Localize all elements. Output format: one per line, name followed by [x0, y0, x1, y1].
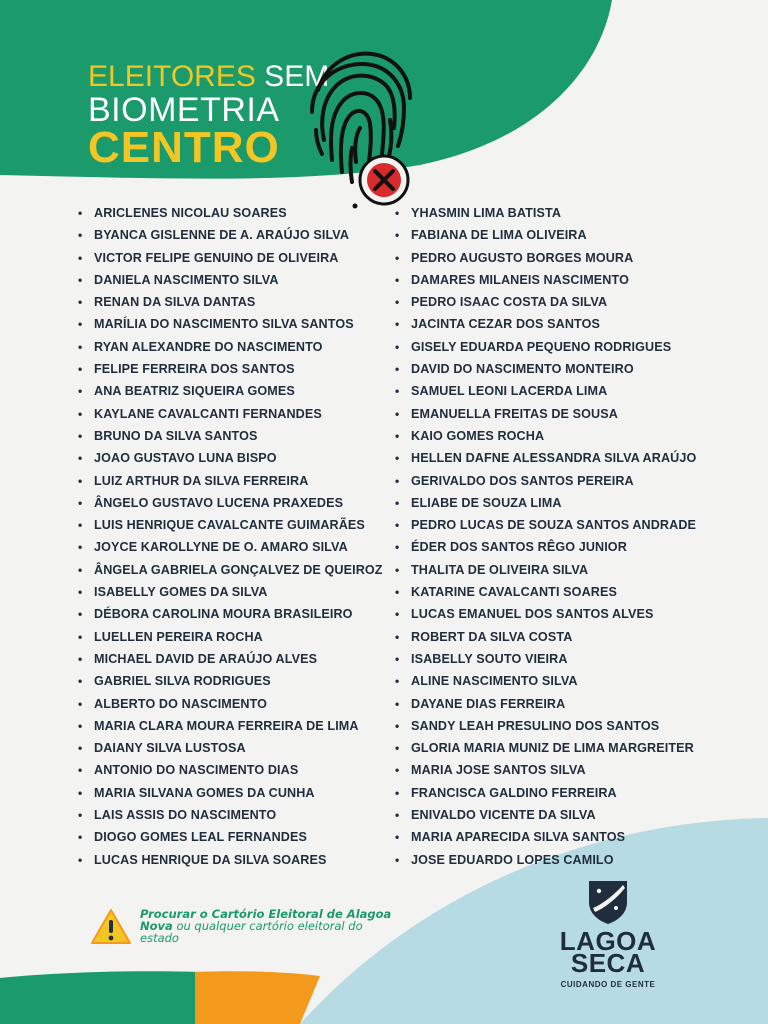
name-list-item: • ANTONIO DO NASCIMENTO DIAS [78, 759, 383, 781]
green-footer-shape [0, 971, 200, 1024]
logo-word-seca: SECA [570, 948, 646, 978]
name-list-item: • FABIANA DE LIMA OLIVEIRA [395, 224, 696, 246]
title-line-1 [88, 62, 329, 92]
logo-tagline: CUIDANDO DE GENTE [560, 980, 656, 989]
names-list-left [78, 202, 383, 871]
name-list-item: • DANIELA NASCIMENTO SILVA [78, 269, 383, 291]
title-line-2: BIOMETRIA [88, 91, 280, 129]
shield-crest-icon [585, 878, 631, 926]
name-list-item: • ISABELLY SOUTO VIEIRA [395, 648, 696, 670]
name-list-item: • LUCAS EMANUEL DOS SANTOS ALVES [395, 603, 696, 625]
name-list-item: • ENIVALDO VICENTE DA SILVA [395, 804, 696, 826]
name-list-item: • ÉDER DOS SANTOS RÊGO JUNIOR [395, 536, 696, 558]
notice-text [140, 908, 400, 944]
name-list-item: • ISABELLY GOMES DA SILVA [78, 581, 383, 603]
name-list-item: • JOYCE KAROLLYNE DE O. AMARO SILVA [78, 536, 383, 558]
name-list-item: • ANA BEATRIZ SIQUEIRA GOMES [78, 380, 383, 402]
name-list-item: • BRUNO DA SILVA SANTOS [78, 425, 383, 447]
title-word-sem: SEM [255, 60, 330, 93]
name-list-item: • ÂNGELO GUSTAVO LUCENA PRAXEDES [78, 492, 383, 514]
name-list-item: • GERIVALDO DOS SANTOS PEREIRA [395, 470, 696, 492]
name-list-item: • DAIANY SILVA LUSTOSA [78, 737, 383, 759]
name-list-item: • JOSE EDUARDO LOPES CAMILO [395, 849, 696, 871]
name-list-item: • KAYLANE CAVALCANTI FERNANDES [78, 403, 383, 425]
name-list-item: • DIOGO GOMES LEAL FERNANDES [78, 826, 383, 848]
name-list-item: • ELIABE DE SOUZA LIMA [395, 492, 696, 514]
poster-title [88, 62, 329, 170]
name-list-item: • ARICLENES NICOLAU SOARES [78, 202, 383, 224]
orange-footer-shape [195, 971, 320, 1024]
name-list-item: • ROBERT DA SILVA COSTA [395, 626, 696, 648]
name-list-item: • JOAO GUSTAVO LUNA BISPO [78, 447, 383, 469]
name-list-item: • RENAN DA SILVA DANTAS [78, 291, 383, 313]
name-list-item: • HELLEN DAFNE ALESSANDRA SILVA ARAÚJO [395, 447, 696, 469]
name-list-item: • PEDRO LUCAS DE SOUZA SANTOS ANDRADE [395, 514, 696, 536]
name-list-item: • VICTOR FELIPE GENUINO DE OLIVEIRA [78, 247, 383, 269]
name-list-item: • DAMARES MILANEIS NASCIMENTO [395, 269, 696, 291]
name-list-item: • MARIA SILVANA GOMES DA CUNHA [78, 782, 383, 804]
name-list-item: • RYAN ALEXANDRE DO NASCIMENTO [78, 336, 383, 358]
name-list-item: • ALINE NASCIMENTO SILVA [395, 670, 696, 692]
name-list-item: • DÉBORA CAROLINA MOURA BRASILEIRO [78, 603, 383, 625]
name-list-item: • DAYANE DIAS FERREIRA [395, 693, 696, 715]
name-list-item: • YHASMIN LIMA BATISTA [395, 202, 696, 224]
name-list-item: • LUIS HENRIQUE CAVALCANTE GUIMARÃES [78, 514, 383, 536]
name-list-item: • FRANCISCA GALDINO FERREIRA [395, 782, 696, 804]
name-list-item: • LUIZ ARTHUR DA SILVA FERREIRA [78, 470, 383, 492]
name-list-item: • MICHAEL DAVID DE ARAÚJO ALVES [78, 648, 383, 670]
notice-bold-text: Procurar o Cartório Eleitoral de Alagoa Nova [140, 907, 392, 933]
name-list-item: • JACINTA CEZAR DOS SANTOS [395, 313, 696, 335]
name-list-item: • MARÍLIA DO NASCIMENTO SILVA SANTOS [78, 313, 383, 335]
name-list-item: • MARIA JOSE SANTOS SILVA [395, 759, 696, 781]
name-list-item: • MARIA APARECIDA SILVA SANTOS [395, 826, 696, 848]
name-list-item: • GLORIA MARIA MUNIZ DE LIMA MARGREITER [395, 737, 696, 759]
name-list-item: • GABRIEL SILVA RODRIGUES [78, 670, 383, 692]
name-list-item: • KATARINE CAVALCANTI SOARES [395, 581, 696, 603]
warning-icon [90, 908, 132, 946]
name-list-item: • LUELLEN PEREIRA ROCHA [78, 626, 383, 648]
name-list-item: • MARIA CLARA MOURA FERREIRA DE LIMA [78, 715, 383, 737]
name-list-item: • THALITA DE OLIVEIRA SILVA [395, 559, 696, 581]
name-list-item: • LUCAS HENRIQUE DA SILVA SOARES [78, 849, 383, 871]
name-list-item: • ÂNGELA GABRIELA GONÇALVEZ DE QUEIROZ [78, 559, 383, 581]
lagoa-seca-logo [548, 878, 668, 989]
name-list-item: • LAIS ASSIS DO NASCIMENTO [78, 804, 383, 826]
name-list-item: • BYANCA GISLENNE DE A. ARAÚJO SILVA [78, 224, 383, 246]
notice-rest-text: ou qualquer cartório eleitoral do estado [140, 919, 363, 945]
name-list-item: • GISELY EDUARDA PEQUENO RODRIGUES [395, 336, 696, 358]
name-list-item: • PEDRO AUGUSTO BORGES MOURA [395, 247, 696, 269]
name-list-item: • KAIO GOMES ROCHA [395, 425, 696, 447]
name-list-item: • SAMUEL LEONI LACERDA LIMA [395, 380, 696, 402]
title-word-eleitores: ELEITORES [88, 60, 256, 93]
logo-word-lagoa: LAGOA [559, 926, 657, 956]
name-list-item: • ALBERTO DO NASCIMENTO [78, 693, 383, 715]
title-line-3: CENTRO [88, 123, 280, 172]
name-list-item: • DAVID DO NASCIMENTO MONTEIRO [395, 358, 696, 380]
name-list-item: • FELIPE FERREIRA DOS SANTOS [78, 358, 383, 380]
name-list-item: • EMANUELLA FREITAS DE SOUSA [395, 403, 696, 425]
x-circle-icon [357, 153, 411, 207]
name-list-item: • PEDRO ISAAC COSTA DA SILVA [395, 291, 696, 313]
names-list-right [395, 202, 696, 871]
name-list-item: • SANDY LEAH PRESULINO DOS SANTOS [395, 715, 696, 737]
